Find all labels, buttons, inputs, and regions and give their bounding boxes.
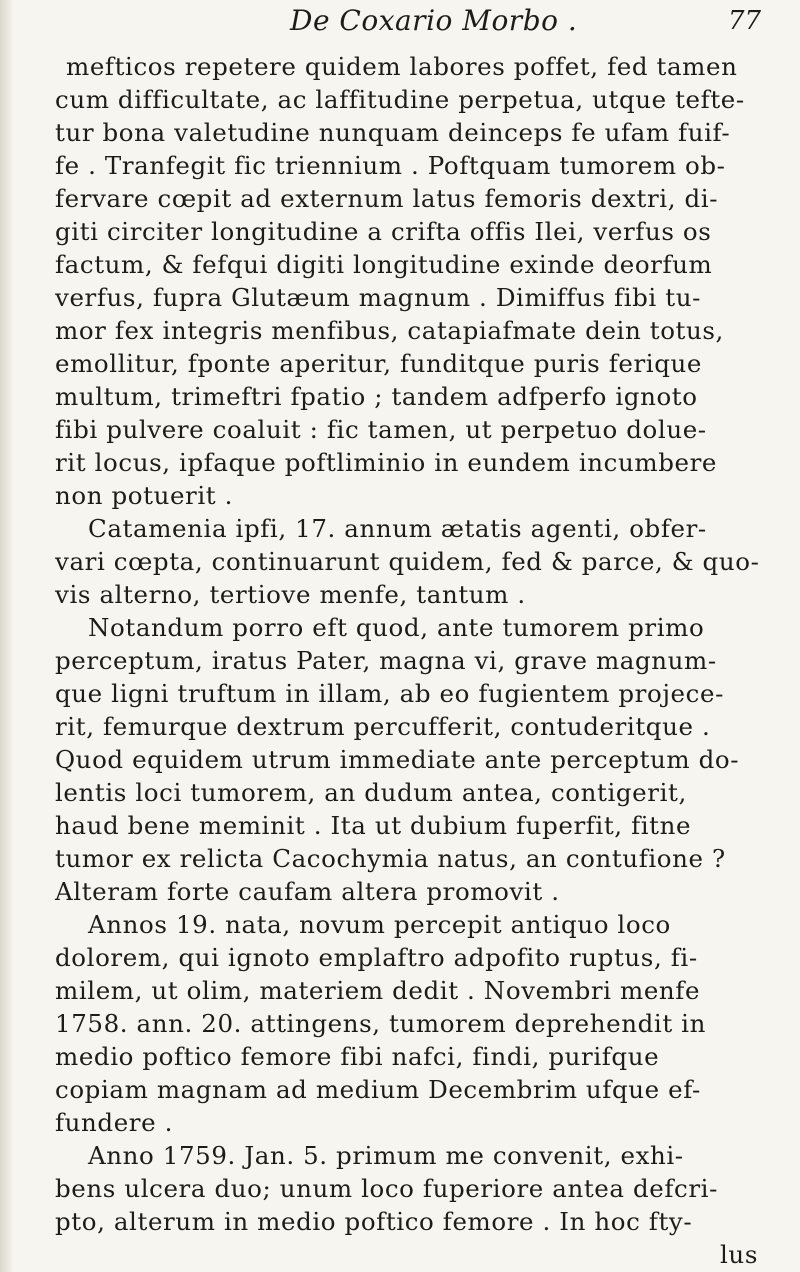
text-line: rit locus, ipfaque poftliminio in eundem incumbere xyxy=(55,448,717,477)
text-line: milem, ut olim, materiem dedit . Novembri menfe xyxy=(55,976,701,1005)
text-line: medio poftico femore fibi nafci, findi, purifque xyxy=(55,1042,660,1071)
text-line: lus xyxy=(720,1240,758,1269)
text-line: fe . Tranfegit fic triennium . Poftquam tumorem ob- xyxy=(55,151,726,180)
text-line: multum, trimeftri fpatio ; tandem adfperfo ignoto xyxy=(55,382,698,411)
text-line: fundere . xyxy=(55,1108,173,1137)
text-line: fibi pulvere coaluit : fic tamen, ut perpetuo dolue- xyxy=(55,415,707,444)
text-line: factum, & fefqui digiti longitudine exinde deorfum xyxy=(55,250,713,279)
page-number: 77 xyxy=(728,6,762,36)
text-line: bens ulcera duo; unum loco fuperiore antea defcri- xyxy=(55,1174,718,1203)
text-line: Quod equidem utrum immediate ante perceptum do- xyxy=(55,745,740,774)
text-line: Anno 1759. Jan. 5. primum me convenit, exhi- xyxy=(88,1141,684,1170)
text-line: dolorem, qui ignoto emplaftro adpofito ruptus, fi- xyxy=(55,943,698,972)
text-line: vari cœpta, continuarunt quidem, fed & parce, & quo- xyxy=(55,547,760,576)
text-line: rit, femurque dextrum percufferit, contuderitque . xyxy=(55,712,711,741)
text-line: vis alterno, tertiove menfe, tantum . xyxy=(55,580,526,609)
text-line: Catamenia ipfi, 17. annum ætatis agenti, obfer- xyxy=(88,514,707,543)
text-line: tur bona valetudine nunquam deinceps fe ufam fuif- xyxy=(55,118,731,147)
text-line: mefticos repetere quidem labores poffet, fed tamen xyxy=(66,52,738,81)
text-line: que ligni truftum in illam, ab eo fugientem projece- xyxy=(55,679,724,708)
text-line: Alteram forte caufam altera promovit . xyxy=(55,877,560,906)
text-line: mor fex integris menfibus, catapiafmate dein totus, xyxy=(55,316,724,345)
text-line: Annos 19. nata, novum percepit antiquo loco xyxy=(88,910,671,939)
text-line: perceptum, iratus Pater, magna vi, grave magnum- xyxy=(55,646,717,675)
text-line: haud bene meminit . Ita ut dubium fuperfit, fitne xyxy=(55,811,692,840)
text-line: 1758. ann. 20. attingens, tumorem deprehendit in xyxy=(55,1009,706,1038)
text-line: copiam magnam ad medium Decembrim ufque ef- xyxy=(55,1075,701,1104)
text-line: fervare cœpit ad externum latus femoris dextri, di- xyxy=(55,184,719,213)
running-title: De Coxario Morbo . xyxy=(290,4,578,37)
page-header xyxy=(0,4,800,48)
text-line: verfus, fupra Glutæum magnum . Dimiffus fibi tu- xyxy=(55,283,701,312)
text-line: cum difficultate, ac laffitudine perpetua, utque tefte- xyxy=(55,85,745,114)
text-line: lentis loci tumorem, an dudum antea, contigerit, xyxy=(55,778,687,807)
text-line: pto, alterum in medio poftico femore . In hoc fty- xyxy=(55,1207,693,1236)
text-line: non potuerit . xyxy=(55,481,234,510)
text-line: giti circiter longitudine a crifta offis Ilei, verfus os xyxy=(55,217,712,246)
text-line: Notandum porro eft quod, ante tumorem primo xyxy=(88,613,705,642)
text-line: emollitur, fponte aperitur, funditque puris ferique xyxy=(55,349,702,378)
page-gutter-shadow xyxy=(0,0,14,1272)
text-line: tumor ex relicta Cacochymia natus, an contufione ? xyxy=(55,844,726,873)
